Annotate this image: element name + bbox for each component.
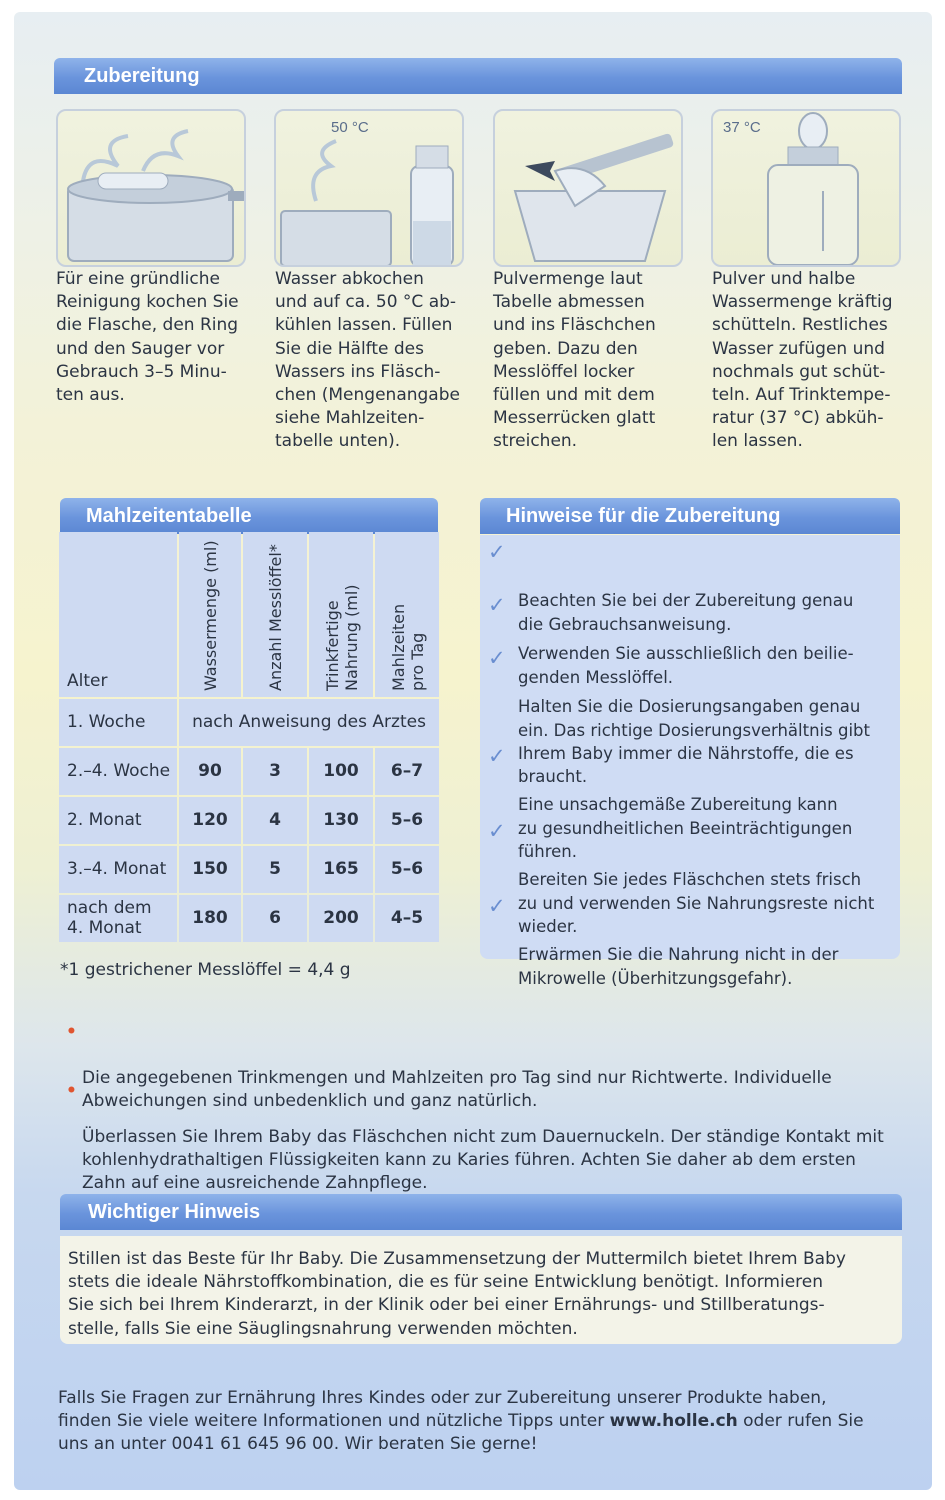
header-age-cell — [59, 532, 177, 697]
meals-cell: 5–6 — [375, 797, 439, 844]
table-row — [59, 699, 439, 746]
table-row — [59, 895, 439, 942]
header-water: Wassermenge (ml) — [201, 540, 220, 691]
age-cell: 1. Woche — [59, 699, 177, 746]
water-cell: 120 — [179, 797, 241, 844]
table-header-row — [59, 532, 439, 697]
age-cell: 2.–4. Woche — [59, 748, 177, 795]
checkmark-icon: ✓ — [488, 819, 506, 843]
hint-text: Halten Sie die Dosierungsangaben genau ein. Das richtige Dosierungsverhältnis gibt Ihrem Baby immer die Nährstoffe, die es braucht. — [518, 697, 870, 787]
header-scoops: Anzahl Messlöffel* — [266, 544, 285, 691]
meals-cell: 4–5 — [375, 895, 439, 942]
scoops-cell: 6 — [243, 895, 307, 942]
water-cell: 90 — [179, 748, 241, 795]
scoops-cell: 3 — [243, 748, 307, 795]
meals-cell: 5–6 — [375, 846, 439, 893]
step-3-illustration — [493, 109, 683, 267]
step-2-text: Wasser abkochen und auf ca. 50 °C ab- kühlen lassen. Füllen Sie die Hälfte des Wassers ins Fläsch- chen (Mengenangabe siehe Mahlzeiten- tabelle unten). — [275, 269, 460, 452]
scoops-cell: 5 — [243, 846, 307, 893]
hint-text: Bereiten Sie jedes Fläschchen stets frisch zu und verwenden Sie Nahrungsreste nicht wieder. — [518, 870, 875, 936]
checkmark-icon: ✓ — [488, 744, 506, 768]
bullet-dot-icon: • — [66, 1081, 77, 1101]
step-4-temperature: 37 °C — [723, 119, 761, 136]
meals-cell: 6–7 — [375, 748, 439, 795]
scoops-cell: 4 — [243, 797, 307, 844]
meal-table — [59, 532, 439, 942]
important-title: Wichtiger Hinweis — [60, 1194, 902, 1230]
table-row — [59, 846, 439, 893]
footer-text-before: Falls Sie Fragen zur Ernährung Ihres Kindes oder zur Zubereitung unserer Produkte haben, finden Sie viele weitere Informationen und nützliche Tipps unter — [58, 1388, 827, 1432]
header-water-cell — [179, 532, 241, 697]
step-4-text: Pulver und halbe Wassermenge kräftig schütteln. Restliches Wasser zufügen und nochmals gut schüt- teln. Auf Trinktempe- ratur (37 °C) abküh- len lassen. — [712, 269, 893, 452]
hints-box — [480, 535, 900, 988]
hint-text: Eine unsachgemäße Zubereitung kann zu gesundheitlichen Beeinträchtigungen führen. — [518, 795, 853, 861]
meal-table-title: Mahlzeitentabelle — [60, 498, 438, 534]
step-1-text: Für eine gründliche Reinigung kochen Sie die Flasche, den Ring und den Sauger vor Gebrauch 3–5 Minu- ten aus. — [56, 269, 239, 406]
checkmark-icon: ✓ — [488, 646, 506, 670]
ready-cell: 100 — [309, 748, 373, 795]
hint-text: Beachten Sie bei der Zubereitung genau die Gebrauchsanweisung. — [518, 591, 854, 634]
header-ready-cell — [309, 532, 373, 697]
step-1-illustration — [56, 109, 246, 267]
website-link[interactable]: www.holle.ch — [609, 1411, 738, 1432]
age-cell: 2. Monat — [59, 797, 177, 844]
checkmark-icon: ✓ — [488, 593, 506, 617]
hint-text: Verwenden Sie ausschließlich den beilie- genden Messlöffel. — [518, 644, 854, 687]
step-3-text: Pulvermenge laut Tabelle abmessen und ins Fläschchen geben. Dazu den Messlöffel locker füllen und mit dem Messerrücken glatt streichen. — [493, 269, 656, 452]
header-meals-cell — [375, 532, 439, 697]
header-ready: Trinkfertige Nahrung (ml) — [323, 584, 361, 691]
checkmark-icon: ✓ — [488, 540, 506, 564]
hints-title: Hinweise für die Zubereitung — [480, 498, 900, 534]
cooking-pot-icon — [58, 111, 246, 267]
important-text: Stillen ist das Beste für Ihr Baby. Die Zusammensetzung der Muttermilch bietet Ihrem Baby stets die ideale Nährstoffkombination, die es für seine Entwicklung benötigt. Informieren Sie sich bei Ihrem Kinderarzt, in der Klinik oder bei einer Ernährungs- und Stillberatungs- stelle, falls Sie eine Säuglingsnahrung verwenden möchten. — [60, 1236, 902, 1344]
measuring-scoop-icon — [495, 111, 683, 267]
table-row — [59, 748, 439, 795]
age-cell: nach dem 4. Monat — [59, 895, 177, 942]
header-scoops-cell — [243, 532, 307, 697]
header-age: Alter — [67, 671, 108, 691]
water-cell: 150 — [179, 846, 241, 893]
hint-item — [488, 894, 894, 990]
water-cell: 180 — [179, 895, 241, 942]
preparation-title: Zubereitung — [54, 58, 902, 94]
package-back-panel — [14, 12, 932, 1490]
doctor-note-cell: nach Anweisung des Arztes — [179, 699, 439, 746]
step-2-temperature: 50 °C — [331, 119, 369, 136]
ready-cell: 165 — [309, 846, 373, 893]
step-2-illustration — [274, 109, 464, 267]
table-footnote: *1 gestrichener Messlöffel = 4,4 g — [60, 960, 351, 980]
hint-text: Erwärmen Sie die Nahrung nicht in der Mikrowelle (Überhitzungsgefahr). — [518, 945, 839, 988]
kettle-bottle-icon — [276, 111, 464, 267]
checkmark-icon: ✓ — [488, 894, 506, 918]
ready-cell: 200 — [309, 895, 373, 942]
bullet-text: Die angegebenen Trinkmengen und Mahlzeiten pro Tag sind nur Richtwerte. Individuelle Abweichungen sind unbedenklich und ganz natürlich. — [82, 1068, 832, 1111]
footer-text — [58, 1387, 908, 1457]
footer-text-after: oder rufen Sie uns an unter 0041 61 645 96 00. Wir beraten Sie gerne! — [58, 1411, 864, 1455]
table-row — [59, 797, 439, 844]
bullet-dot-icon: • — [66, 1022, 77, 1042]
bullet-text: Überlassen Sie Ihrem Baby das Fläschchen nicht zum Dauernuckeln. Der ständige Kontakt mit kohlenhydrathaltigen Flüssigkeiten kann zu Karies führen. Achten Sie daher ab dem ersten Zahn auf eine ausreichende Zahnpflege. — [82, 1127, 884, 1193]
ready-cell: 130 — [309, 797, 373, 844]
step-4-illustration — [711, 109, 901, 267]
header-meals: Mahlzeiten pro Tag — [389, 603, 427, 691]
bullet-item — [66, 1080, 916, 1195]
age-cell: 3.–4. Monat — [59, 846, 177, 893]
